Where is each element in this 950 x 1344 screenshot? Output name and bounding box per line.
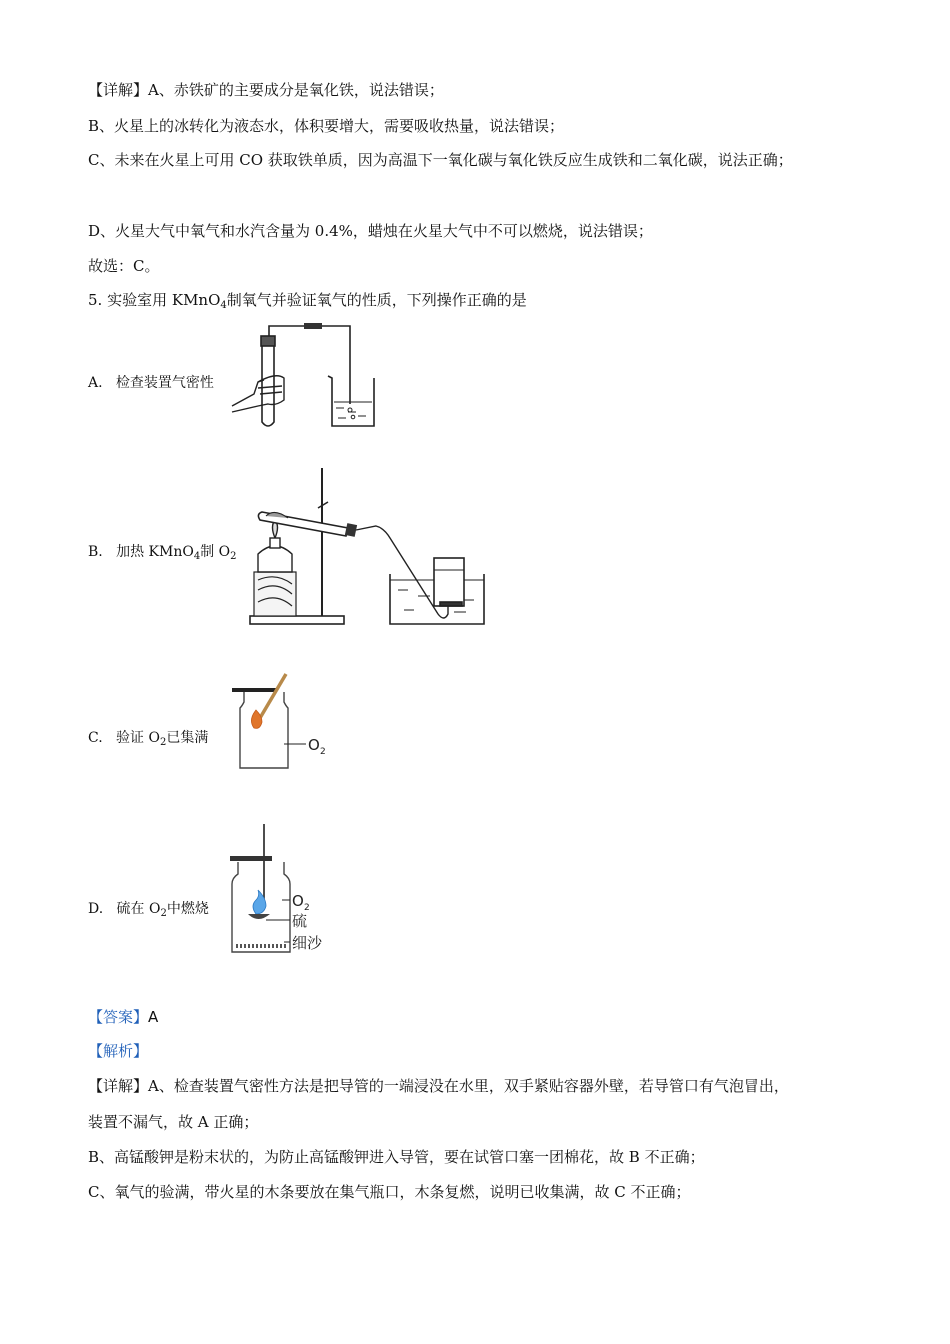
option-c-text-pre: 验证 O (116, 730, 160, 746)
prev-explanation-b: B、火星上的冰转化为液态水，体积要增大，需要吸收热量，说法错误； (88, 117, 565, 135)
label-o2-sub: 2 (320, 747, 326, 757)
question-stem-post: 制氧气并验证氧气的性质，下列操作正确的是 (226, 291, 527, 309)
option-a[interactable] (88, 374, 214, 392)
figure-sulfur-combustion (226, 822, 356, 958)
option-b-text-pre: 加热 KMnO (116, 544, 194, 560)
stopper (345, 523, 357, 537)
option-c[interactable] (88, 729, 208, 752)
prev-explanation-c: C、未来在火星上可用 CO 获取铁单质，因为高温下一氧化碳与氧化铁反应生成铁和二氧化碳，说法正确； (88, 151, 793, 169)
explanation-b: B、高锰酸钾是粉末状的，为防止高锰酸钾进入导管，要在试管口塞一团棉花，故 B 不正确； (88, 1148, 705, 1166)
wood-block (254, 572, 296, 616)
label-sand: 细沙 (292, 934, 323, 952)
label-o2-main: O (292, 892, 304, 910)
rubber-joint (304, 323, 322, 329)
option-c-letter: C. (88, 730, 103, 746)
option-a-text: 检查装置气密性 (115, 375, 214, 391)
option-d-text-post: 中燃烧 (166, 901, 209, 917)
option-b-letter: B. (88, 544, 103, 560)
option-c-sub: 2 (159, 737, 167, 748)
prev-explanation-d: D、火星大气中氧气和水汽含量为 0.4%，蜡烛在火星大气中不可以燃烧，说法错误； (88, 222, 653, 240)
explanation-a2: 装置不漏气，故 A 正确； (88, 1113, 259, 1131)
explanation-c: C、氧气的验满，带火星的木条要放在集气瓶口，木条复燃，说明已收集满，故 C 不正确； (88, 1183, 691, 1201)
test-tube-horizontal (258, 512, 348, 536)
spoon (248, 914, 270, 919)
prev-choice: 故选：C。 (88, 257, 160, 275)
answer-label: 【答案】 (88, 1008, 149, 1026)
flame-icon (251, 710, 262, 728)
question-stem-sub: 4 (220, 300, 227, 311)
option-b-text-mid: 制 O (200, 544, 231, 560)
option-a-letter: A. (88, 375, 103, 391)
collection-bottle (434, 558, 464, 606)
answer (88, 1007, 158, 1027)
analysis-label: 【解析】 (88, 1042, 149, 1060)
label-sulfur: 硫 (292, 912, 308, 930)
option-d-text-pre: 硫在 O (116, 901, 161, 917)
wood-splint (260, 674, 286, 718)
option-b[interactable] (88, 543, 237, 566)
option-c-text-post: 已集满 (166, 730, 209, 746)
glass-plate (232, 688, 276, 692)
figure-airtight-check (228, 322, 388, 432)
answer-value: A (148, 1008, 159, 1026)
question-number: 5. (88, 291, 103, 309)
alcohol-lamp (258, 520, 292, 572)
question-stem-pre: 实验室用 KMnO (107, 291, 221, 309)
option-d[interactable] (88, 900, 209, 923)
glass-lid (230, 856, 272, 861)
option-d-letter: D. (88, 901, 104, 917)
question-stem (88, 290, 527, 316)
bubble-icons (348, 408, 355, 419)
option-b-sub1: 4 (193, 551, 201, 562)
option-b-sub2: 2 (230, 551, 237, 562)
gas-bottle (240, 692, 288, 768)
hand-outline (232, 376, 284, 412)
explanation-a1: 【详解】A、检查装置气密性方法是把导管的一端浸没在水里，双手紧贴容器外壁，若导管口有气泡冒出， (88, 1077, 789, 1095)
beaker (328, 376, 374, 426)
label-o2-sub: 2 (304, 903, 310, 913)
prev-explanation-a: 【详解】A、赤铁矿的主要成分是氧化铁，说法错误； (88, 81, 444, 99)
figure-heating-kmno4 (248, 466, 488, 628)
figure-oxygen-full-test (230, 670, 340, 774)
option-d-sub: 2 (160, 908, 167, 919)
label-o2-main: O (308, 736, 320, 754)
